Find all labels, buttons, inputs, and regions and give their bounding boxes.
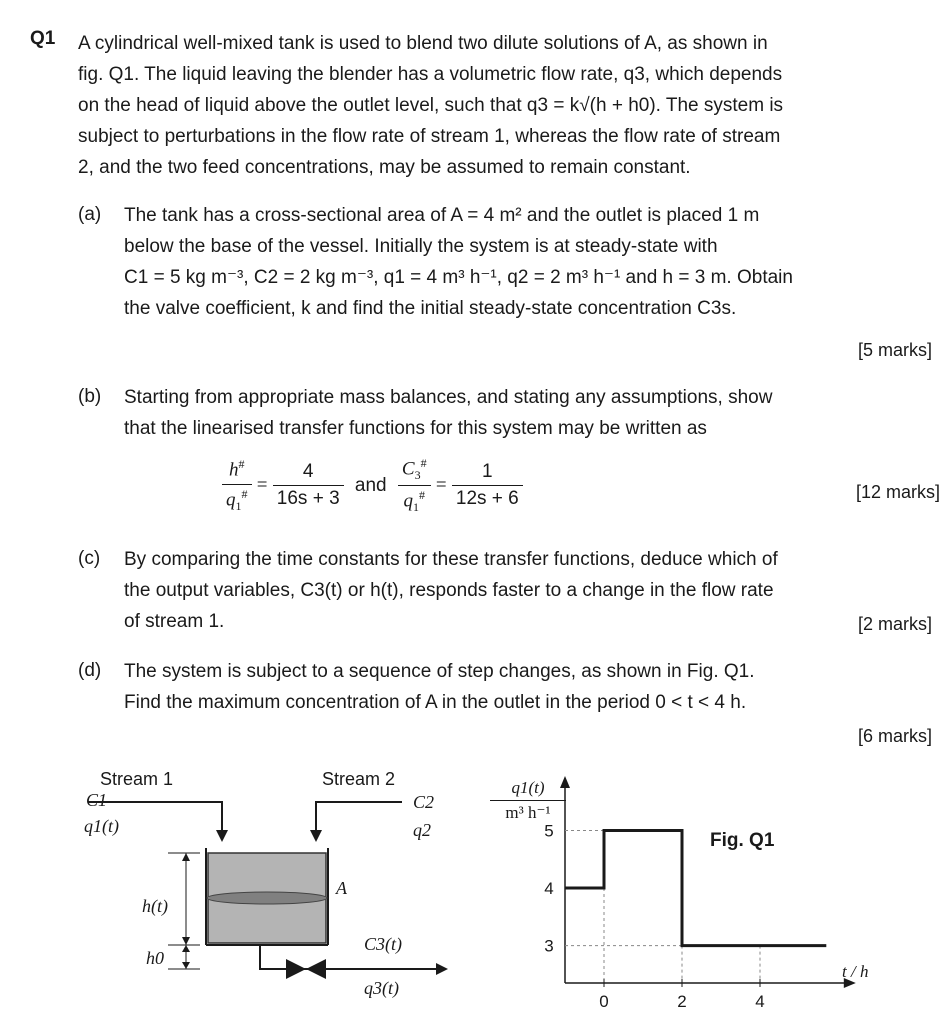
y-axis-arrow-icon bbox=[560, 776, 570, 788]
x-tick-label-4: 4 bbox=[755, 992, 765, 1011]
tf2-denominator: 12s + 6 bbox=[455, 488, 519, 510]
tf-and: and bbox=[354, 474, 387, 496]
x-tick-label-0: 0 bbox=[599, 992, 609, 1011]
tf2-rhs bbox=[452, 461, 523, 510]
intro-line-3: on the head of liquid above the outlet level, such that q3 = k√(h + h0). The system is bbox=[78, 95, 784, 116]
tank-diagram bbox=[0, 760, 470, 1022]
part-a-line-1: The tank has a cross-sectional area of A = 4 m² and the outlet is placed 1 m bbox=[124, 205, 760, 226]
h-arrow-down-icon bbox=[182, 937, 190, 945]
stream2-pipe bbox=[316, 802, 402, 834]
step-change-chart bbox=[520, 768, 900, 1018]
tf1-lhs: $\frac{h^{\#}}{q_1^{\#}}$ bbox=[222, 457, 252, 513]
stream2-arrow-icon bbox=[310, 830, 322, 842]
stream2-label: Stream 2 bbox=[322, 769, 396, 789]
intro-line-1: A cylindrical well-mixed tank is used to blend two dilute solutions of A, as shown in bbox=[78, 33, 768, 54]
c2-label: C2 bbox=[413, 792, 435, 812]
part-a-line-2: below the base of the vessel. Initially the system is at steady-state with bbox=[124, 236, 718, 257]
transfer-functions: $\frac{h^{\#}}{q_1^{\#}}$ = $\frac{4}{16s + 3}$ and $\frac{C_3^{\#}}{q_1^{\#}}$ = $\frac{1}{12s + 6}$ bbox=[222, 456, 523, 515]
h0-arrow-up-icon bbox=[182, 945, 190, 952]
q2-label: q2 bbox=[413, 820, 431, 840]
part-c-line-2: the output variables, C3(t) or h(t), responds faster to a change in the flow rate bbox=[124, 580, 774, 601]
tank-mixer-icon bbox=[207, 892, 327, 904]
stream1-arrow-icon bbox=[216, 830, 228, 842]
chart-ylabel-denominator: m³ h⁻¹ bbox=[505, 803, 551, 822]
q1-step-series-line bbox=[565, 831, 826, 946]
h0-arrow-down-icon bbox=[182, 962, 190, 969]
part-a-line-3: C1 = 5 kg m⁻³, C2 = 2 kg m⁻³, q1 = 4 m³ h⁻¹, q2 = 2 m³ h⁻¹ and h = 3 m. Obtain bbox=[124, 267, 793, 288]
tf1-denominator: 16s + 3 bbox=[276, 488, 340, 510]
intro-line-4: subject to perturbations in the flow rate of stream 1, whereas the flow rate of stream bbox=[78, 126, 781, 147]
question-number: Q1 bbox=[30, 28, 56, 49]
part-c-line-3: of stream 1. bbox=[124, 611, 225, 632]
figure-caption: Fig. Q1 bbox=[710, 830, 775, 851]
part-b-label: (b) bbox=[78, 386, 102, 407]
tf1-rhs bbox=[273, 461, 344, 510]
tf2-lhs: $\frac{C_3^{\#}}{q_1^{\#}}$ bbox=[398, 456, 431, 515]
part-b-marks: [12 marks] bbox=[855, 482, 940, 502]
part-d-line-2: Find the maximum concentration of A in the outlet in the period 0 < t < 4 h. bbox=[124, 692, 747, 713]
part-b-line-2: that the linearised transfer functions for this system may be written as bbox=[124, 418, 707, 439]
h0-label: h0 bbox=[146, 948, 164, 968]
part-b-line-1: Starting from appropriate mass balances, and stating any assumptions, show bbox=[124, 387, 773, 408]
x-tick-label-2: 2 bbox=[677, 992, 687, 1011]
h-arrow-up-icon bbox=[182, 853, 190, 861]
part-c-text bbox=[124, 544, 778, 637]
c1-label: C1 bbox=[86, 790, 108, 810]
chart-ylabel-numerator: q1(t) bbox=[490, 778, 566, 801]
tf1-numerator: 4 bbox=[273, 461, 344, 486]
part-a-marks: [5 marks] bbox=[857, 340, 932, 360]
stream1-label: Stream 1 bbox=[100, 769, 174, 789]
tf2-numerator: 1 bbox=[452, 461, 523, 486]
part-d-text bbox=[124, 656, 755, 718]
part-c-line-1: By comparing the time constants for these transfer functions, deduce which of bbox=[124, 549, 778, 570]
part-a-text bbox=[124, 200, 793, 324]
part-a-line-4: the valve coefficient, k and find the initial steady-state concentration C3s. bbox=[124, 298, 737, 319]
part-d-label: (d) bbox=[78, 660, 102, 681]
intro-text bbox=[78, 28, 783, 183]
part-d-marks: [6 marks] bbox=[857, 726, 932, 746]
area-label: A bbox=[336, 878, 347, 898]
part-c-label: (c) bbox=[78, 548, 101, 569]
intro-line-5: 2, and the two feed concentrations, may be assumed to remain constant. bbox=[78, 157, 691, 178]
ht-label: h(t) bbox=[142, 896, 168, 916]
outlet-arrow-icon bbox=[436, 963, 448, 975]
valve-icon-left bbox=[286, 959, 306, 979]
c3t-label: C3(t) bbox=[364, 934, 402, 954]
chart-xlabel: t / h bbox=[842, 962, 869, 981]
y-tick-label-3: 3 bbox=[544, 936, 554, 956]
part-a-label: (a) bbox=[78, 204, 102, 225]
part-b-text bbox=[124, 382, 772, 444]
x-axis-arrow-icon bbox=[844, 978, 856, 988]
q1t-label: q1(t) bbox=[84, 816, 119, 836]
q3t-label: q3(t) bbox=[364, 978, 399, 998]
part-c-marks: [2 marks] bbox=[857, 614, 932, 634]
y-tick-label-4: 4 bbox=[544, 879, 554, 899]
valve-icon-right bbox=[306, 959, 326, 979]
y-tick-label-5: 5 bbox=[544, 821, 554, 841]
intro-line-2: fig. Q1. The liquid leaving the blender has a volumetric flow rate, q3, which depends bbox=[78, 64, 783, 85]
part-d-line-1: The system is subject to a sequence of step changes, as shown in Fig. Q1. bbox=[124, 661, 755, 682]
